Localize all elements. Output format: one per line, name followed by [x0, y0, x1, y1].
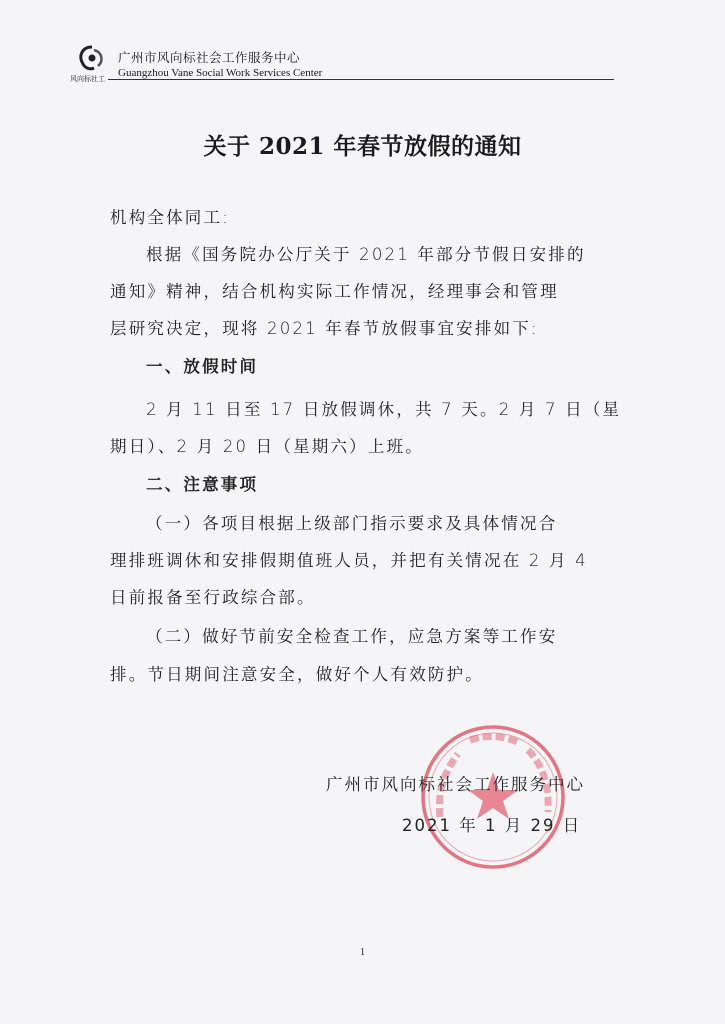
notice-title: 关于 2021 年春节放假的通知 [203, 133, 522, 160]
body-line: （一）各项目根据上级部门指示要求及具体情况合 [146, 514, 558, 533]
organization-logo [70, 44, 114, 83]
salutation: 机构全体同工: [110, 208, 230, 227]
body-line: 期日）、2 月 20 日（星期六）上班。 [110, 437, 424, 456]
letterhead [70, 44, 323, 83]
org-name-english: Guangzhou Vane Social Work Services Center [118, 67, 323, 79]
body-line: 通知》精神，结合机构实际工作情况，经理事会和管理 [110, 282, 559, 301]
body-line: 层研究决定，现将 2021 年春节放假事宜安排如下: [110, 319, 539, 338]
body-line: （二）做好节前安全检查工作，应急方案等工作安 [146, 627, 558, 646]
body-line: 根据《国务院办公厅关于 2021 年部分节假日安排的 [146, 245, 586, 264]
body-line: 排。节日期间注意安全，做好个人有效防护。 [110, 665, 484, 684]
section-heading-holiday-time: 一、放假时间 [146, 357, 259, 376]
vane-logo-icon [74, 44, 110, 74]
org-name-chinese: 广州市风向标社会工作服务中心 [118, 50, 301, 65]
body-line: 2 月 11 日至 17 日放假调休，共 7 天。2 月 7 日（星 [146, 400, 622, 419]
signature-org: 广州市风向标社会工作服务中心 [326, 775, 585, 794]
body-line: 理排班调休和安排假期值班人员，并把有关情况在 2 月 4 [110, 551, 588, 570]
header-divider [108, 79, 614, 80]
official-seal-icon [418, 722, 568, 872]
signature-date: 2021 年 1 月 29 日 [402, 816, 582, 835]
logo-caption: 风向标社工 [70, 75, 105, 83]
body-line: 日前报备至行政综合部。 [110, 588, 316, 607]
page-number: 1 [359, 946, 366, 958]
section-heading-notes: 二、注意事项 [146, 475, 259, 494]
